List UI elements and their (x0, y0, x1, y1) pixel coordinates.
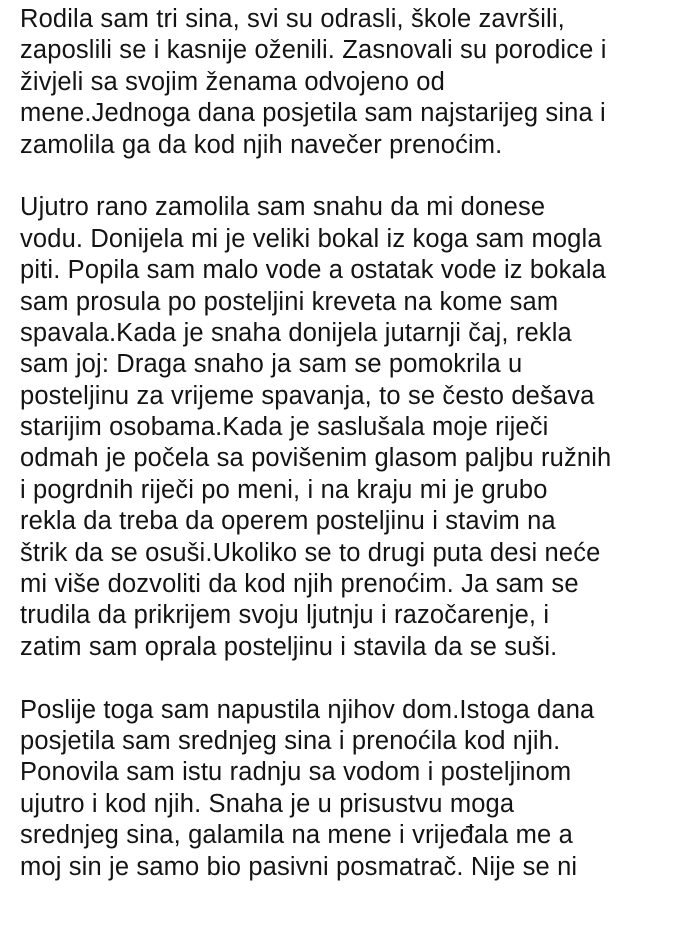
text-line: živjeli sa svojim ženama odvojeno od (20, 67, 445, 96)
text-line: Rodila sam tri sina, svi su odrasli, škole završili, (20, 5, 565, 33)
paragraph-3 (20, 695, 692, 883)
text-line: mi više dozvoliti da kod njih prenoćim. Ja sam se (20, 570, 579, 599)
text-line: srednjeg sina, galamila na mene i vrijeđala me a (20, 821, 573, 850)
text-line: mene.Jednoga dana posjetila sam najstarijeg sina i (20, 99, 606, 128)
text-line: Ponovila sam istu radnju sa vodom i posteljinom (20, 758, 572, 787)
text-line: štrik da se osuši.Ukoliko se to drugi puta desi neće (20, 538, 601, 567)
paragraph-1 (20, 4, 692, 161)
text-line: zaposlili se i kasnije oženili. Zasnovali su porodice i (20, 36, 607, 65)
text-line: odmah je počela sa povišenim glasom paljbu ružnih (20, 444, 612, 473)
text-line: sam prosula po posteljini kreveta na kome sam (20, 287, 559, 316)
text-line: zatim sam oprala posteljinu i stavila da se suši. (20, 632, 558, 661)
text-line: trudila da prikrijem svoju ljutnju i razočarenje, i (20, 601, 550, 630)
text-line: rekla da treba da operem posteljinu i stavim na (20, 507, 556, 536)
text-line: Ujutro rano zamolila sam snahu da mi donese (20, 193, 546, 222)
paragraph-spacer (20, 161, 692, 192)
text-line: piti. Popila sam malo vode a ostatak vode iz bokala (20, 256, 606, 285)
text-line: Poslije toga sam napustila njihov dom.Istoga dana (20, 695, 595, 724)
text-line: moj sin je samo bio pasivni posmatrač. Nije se ni (20, 852, 578, 881)
post-text (20, 4, 692, 883)
text-line: vodu. Donijela mi je veliki bokal iz koga sam mogla (20, 224, 602, 253)
paragraph-spacer (20, 663, 692, 694)
text-line: ujutro i kod njih. Snaha je u prisustvu moga (20, 789, 515, 818)
text-line: posteljinu za vrijeme spavanja, to se često dešava (20, 381, 595, 410)
text-line: posjetila sam srednjeg sina i prenoćila kod njih. (20, 726, 561, 755)
text-line: zamolila ga da kod njih navečer prenoćim. (20, 130, 503, 159)
text-line: i pogrdnih riječi po meni, i na kraju mi je grubo (20, 475, 548, 504)
text-line: starijim osobama.Kada je saslušala moje riječi (20, 413, 549, 442)
paragraph-2 (20, 192, 692, 663)
text-line: sam joj: Draga snaho ja sam se pomokrila u (20, 350, 523, 379)
text-line: spavala.Kada je snaha donijela jutarnji čaj, rekla (20, 318, 572, 347)
